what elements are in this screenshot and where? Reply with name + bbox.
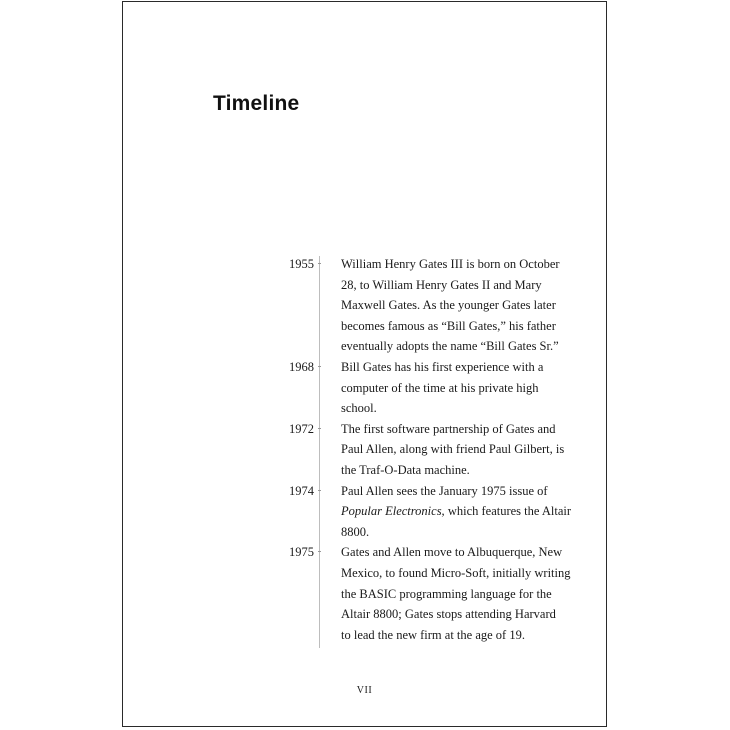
description-line: the BASIC programming language for the — [341, 586, 552, 601]
timeline-entry-1975 — [283, 542, 571, 645]
timeline-year: 1972 — [289, 421, 314, 436]
timeline-description — [341, 357, 553, 419]
timeline-entry-1972 — [283, 419, 565, 481]
timeline-year: 1955 — [289, 257, 314, 271]
timeline-tick — [318, 428, 321, 429]
timeline-tick — [318, 263, 321, 264]
description-line: the Traf-O-Data machine. — [341, 462, 470, 477]
description-line: computer of the time at his private high — [341, 380, 539, 395]
timeline-description — [341, 254, 560, 357]
description-line-rest: which features the Altair — [444, 504, 572, 519]
timeline-description — [341, 542, 571, 645]
magazine-title: Popular Electronics, — [341, 504, 445, 519]
description-line: Altair 8800; Gates stops attending Harvard — [341, 607, 556, 622]
description-line: Paul Allen sees the January 1975 issue of — [341, 483, 548, 498]
page-number: VII — [356, 685, 373, 696]
description-line: to lead the new firm at the age of 19. — [341, 627, 525, 642]
timeline-entry-1955 — [283, 254, 560, 357]
description-line: 28, to William Henry Gates II and Mary — [341, 277, 542, 292]
timeline-year: 1968 — [289, 359, 314, 374]
timeline-tick — [318, 490, 321, 491]
page-title: Timeline — [213, 92, 300, 115]
description-line: Gates and Allen move to Albuquerque, New — [341, 545, 563, 560]
timeline-entry-1968 — [283, 357, 553, 419]
timeline — [283, 254, 572, 645]
description-line: Maxwell Gates. As the younger Gates later — [341, 298, 556, 313]
description-line: The first software partnership of Gates and — [341, 421, 556, 436]
timeline-description — [341, 481, 572, 543]
description-line — [341, 501, 572, 522]
description-line: school. — [341, 401, 377, 416]
timeline-year: 1975 — [289, 545, 314, 560]
book-page — [122, 1, 607, 727]
description-line: eventually adopts the name “Bill Gates Sr.” — [341, 339, 559, 354]
description-line: William Henry Gates III is born on October — [341, 257, 560, 271]
description-line: 8800. — [341, 524, 370, 539]
description-line: Paul Allen, along with friend Paul Gilbert, is — [341, 442, 565, 457]
description-line: becomes famous as “Bill Gates,” his father — [341, 318, 556, 333]
timeline-entry-1974 — [283, 481, 572, 543]
timeline-year: 1974 — [289, 483, 314, 498]
description-line: Mexico, to found Micro-Soft, initially writing — [341, 565, 571, 580]
timeline-tick — [318, 551, 321, 552]
timeline-tick — [318, 366, 321, 367]
description-line: Bill Gates has his first experience with a — [341, 359, 544, 374]
timeline-description — [341, 419, 565, 481]
